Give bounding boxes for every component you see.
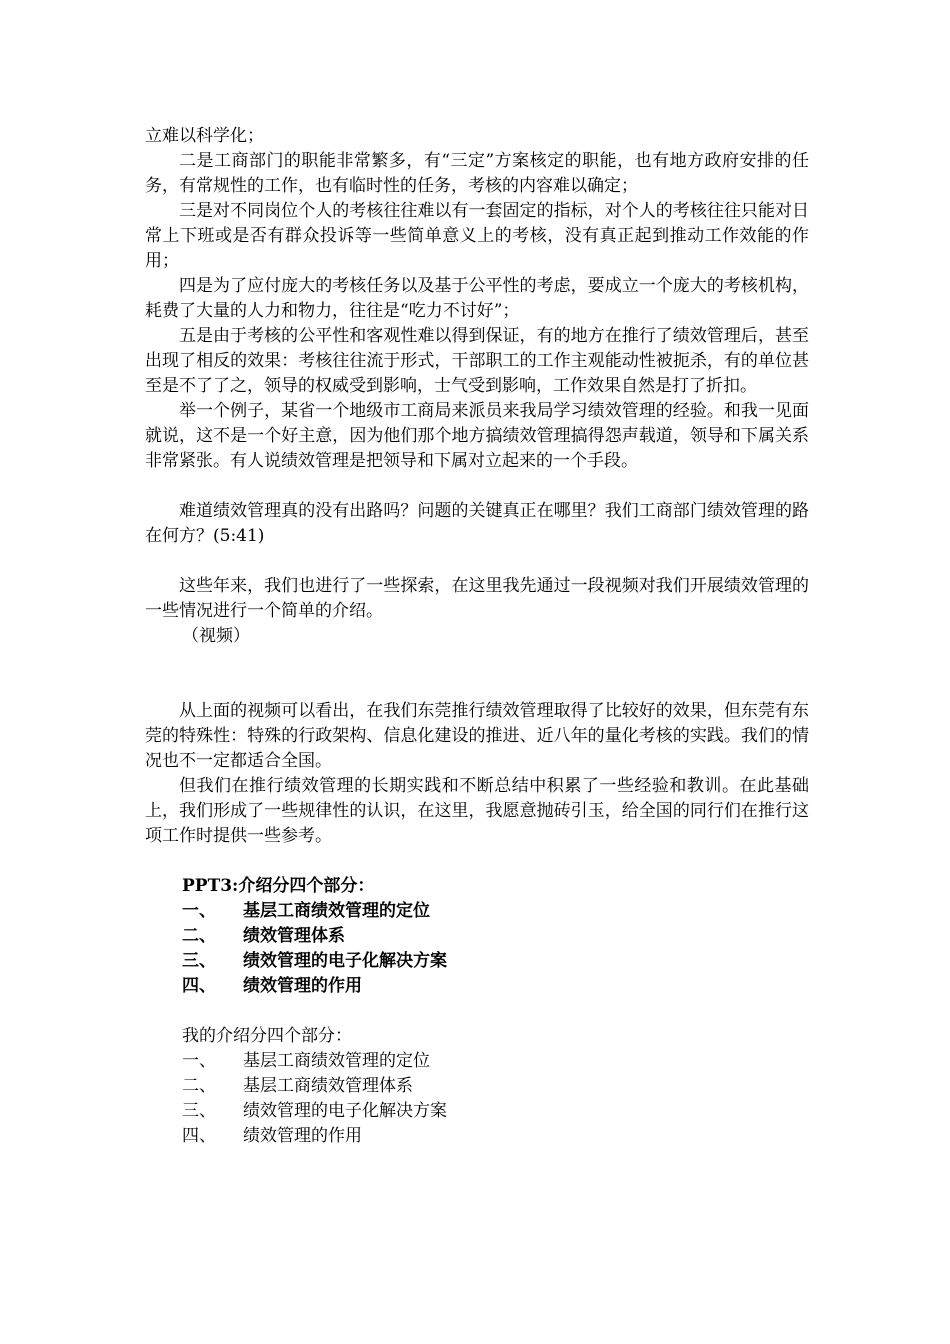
paragraph-after-video: 从上面的视频可以看出，在我们东莞推行绩效管理取得了比较好的效果，但东莞有东莞的特殊性：特殊的行政架构、信息化建设的推进、近八年的量化考核的实践。我们的情况也不一定都适合全国。 [145, 701, 809, 771]
ppt-outline-item-text: 绩效管理的作用 [243, 976, 362, 996]
paragraph-exploration: 这些年来，我们也进行了一些探索，在这里我先通过一段视频对我们开展绩效管理的一些情况进行一个简单的介绍。 [145, 576, 809, 621]
ppt-outline-item-number: 二、 [182, 926, 216, 946]
video-note: （视频） [182, 626, 250, 646]
my-outline-item-text: 绩效管理的电子化解决方案 [243, 1101, 447, 1121]
ppt-outline [145, 874, 809, 999]
my-outline-item-number: 四、 [182, 1126, 216, 1146]
ppt-outline-item-text: 基层工商绩效管理的定位 [243, 901, 430, 921]
ppt-outline-item-text: 绩效管理的电子化解决方案 [243, 951, 447, 971]
my-outline-item-number: 二、 [182, 1076, 216, 1096]
paragraph-point-four: 四是为了应付庞大的考核任务以及基于公平性的考虑，要成立一个庞大的考核机构，耗费了大量的人力和物力，往往是“吃力不讨好”； [145, 276, 809, 321]
ppt-outline-item [145, 949, 809, 974]
spacer [145, 649, 809, 699]
ppt-outline-item-number: 四、 [182, 976, 216, 996]
paragraph-point-three: 三是对不同岗位个人的考核往往难以有一套固定的指标，对个人的考核往往只能对日常上下班或是否有群众投诉等一些简单意义上的考核，没有真正起到推动工作效能的作用； [145, 201, 809, 271]
spacer [145, 999, 809, 1024]
my-outline-item [145, 1074, 809, 1099]
my-outline-item [145, 1049, 809, 1074]
my-outline-item-number: 一、 [182, 1051, 216, 1071]
spacer [145, 474, 809, 499]
ppt-outline-item [145, 974, 809, 999]
my-outline-item-number: 三、 [182, 1101, 216, 1121]
my-outline [145, 1024, 809, 1149]
paragraph-example: 举一个例子，某省一个地级市工商局来派员来我局学习绩效管理的经验。和我一见面就说，这不是一个好主意，因为他们那个地方搞绩效管理搞得怨声载道，领导和下属关系非常紧张。有人说绩效管理是把领导和下属对立起来的一个手段。 [145, 401, 809, 471]
my-outline-item-text: 基层工商绩效管理的定位 [243, 1051, 430, 1071]
my-outline-heading: 我的介绍分四个部分： [182, 1026, 352, 1046]
ppt-outline-heading: PPT3:介绍分四个部分： [182, 876, 375, 896]
my-outline-item-text: 绩效管理的作用 [243, 1126, 362, 1146]
paragraph-point-five: 五是由于考核的公平性和客观性难以得到保证，有的地方在推行了绩效管理后，甚至出现了相反的效果：考核往往流于形式，干部职工的工作主观能动性被扼杀，有的单位甚至是不了了之，领导的权威受到影响，士气受到影响，工作效果自然是打了折扣。 [145, 326, 809, 396]
ppt-outline-item-number: 一、 [182, 901, 216, 921]
paragraph-question: 难道绩效管理真的没有出路吗？问题的关键真正在哪里？我们工商部门绩效管理的路在何方？(5:41) [145, 501, 809, 546]
my-outline-item [145, 1124, 809, 1149]
my-outline-item-text: 基层工商绩效管理体系 [243, 1076, 413, 1096]
my-outline-item [145, 1099, 809, 1124]
ppt-outline-item-number: 三、 [182, 951, 216, 971]
ppt-outline-item [145, 924, 809, 949]
paragraph-point-two: 二是工商部门的职能非常繁多，有“三定”方案核定的职能，也有地方政府安排的任务，有常规性的工作，也有临时性的任务，考核的内容难以确定； [145, 151, 809, 196]
ppt-outline-item-text: 绩效管理体系 [243, 926, 345, 946]
ppt-outline-item [145, 899, 809, 924]
paragraph-experience: 但我们在推行绩效管理的长期实践和不断总结中积累了一些经验和教训。在此基础上，我们形成了一些规律性的认识，在这里，我愿意抛砖引玉，给全国的同行们在推行这项工作时提供一些参考。 [145, 776, 809, 846]
document-page [145, 124, 809, 1149]
paragraph-continuation: 立难以科学化； [145, 126, 264, 146]
spacer [145, 549, 809, 574]
spacer [145, 849, 809, 874]
